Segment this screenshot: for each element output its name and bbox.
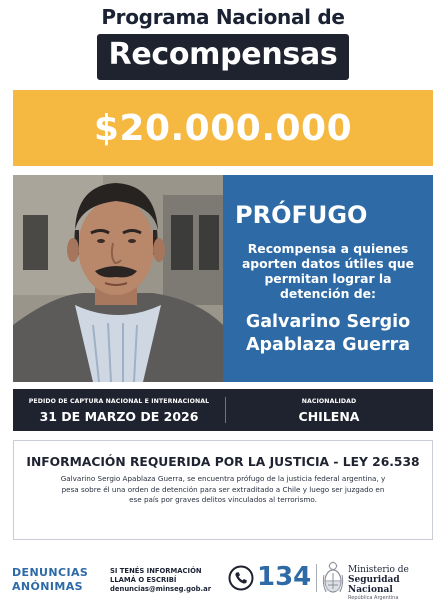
reward-description-line: Recompensa a quienes (247, 241, 409, 256)
status-title: PRÓFUGO (235, 201, 368, 229)
anonymous-reports-line: DENUNCIAS (12, 566, 89, 579)
nationality-label: NACIONALIDAD (301, 398, 357, 405)
legal-info-box (13, 440, 433, 540)
anonymous-reports-label (12, 566, 88, 594)
capture-order-label: PEDIDO DE CAPTURA NACIONAL E INTERNACIONAL (28, 398, 210, 405)
fugitive-name-line: Apablaza Guerra (245, 335, 411, 355)
ministry-line: República Argentina (348, 595, 399, 600)
anonymous-reports-line: ANÓNIMAS (12, 580, 83, 593)
poster-header (0, 4, 446, 80)
reward-amount: $20.000.000 (93, 107, 353, 149)
capture-order (13, 389, 225, 431)
contact-email-link[interactable]: denuncias@minseg.gob.ar (110, 585, 212, 593)
contact-line: SI TENÉS INFORMACIÓN (110, 567, 202, 575)
footer-divider (316, 564, 317, 592)
capture-order-date: 31 DE MARZO DE 2026 (39, 409, 199, 424)
ministry-line: Seguridad Nacional (348, 575, 400, 595)
reward-description-line: detención de: (280, 286, 376, 301)
fugitive-name (235, 311, 421, 357)
reward-description-line: aporten datos útiles que (241, 256, 415, 271)
fugitive-info-panel (223, 175, 433, 382)
reward-description-line: permitan lograr la (264, 271, 392, 286)
phone-number-link[interactable]: 134 (257, 562, 312, 592)
suspect-photo (13, 175, 223, 382)
nationality (225, 389, 433, 431)
ministry-line: Ministerio de (348, 565, 409, 575)
fugitive-name-line: Galvarino Sergio (245, 312, 411, 332)
details-bar (13, 389, 433, 431)
contact-info (110, 567, 211, 594)
phone-icon (228, 565, 254, 591)
footer (0, 554, 446, 598)
legal-title: INFORMACIÓN REQUERIDA POR LA JUSTICIA - LEY 26.538 (26, 455, 420, 469)
ministry-logo-text (348, 565, 446, 600)
national-emblem-icon (322, 561, 344, 595)
nationality-value: CHILENA (298, 409, 360, 424)
legal-text (24, 474, 422, 506)
program-title-highlight: Recompensas (97, 34, 350, 80)
reward-description (235, 241, 421, 301)
program-title: Programa Nacional de (101, 5, 345, 29)
contact-line: LLAMÁ O ESCRIBÍ (110, 576, 177, 584)
reward-banner (13, 90, 433, 166)
legal-text-line: ese país por graves delitos vinculados al terrorismo. (129, 495, 317, 504)
legal-text-line: Galvarino Sergio Apablaza Guerra, se encuentra prófugo de la justicia federal argentina, y (60, 474, 386, 483)
legal-text-line: pesa sobre él una orden de detención para ser extraditado a Chile y luego ser juzgado en (61, 484, 385, 494)
